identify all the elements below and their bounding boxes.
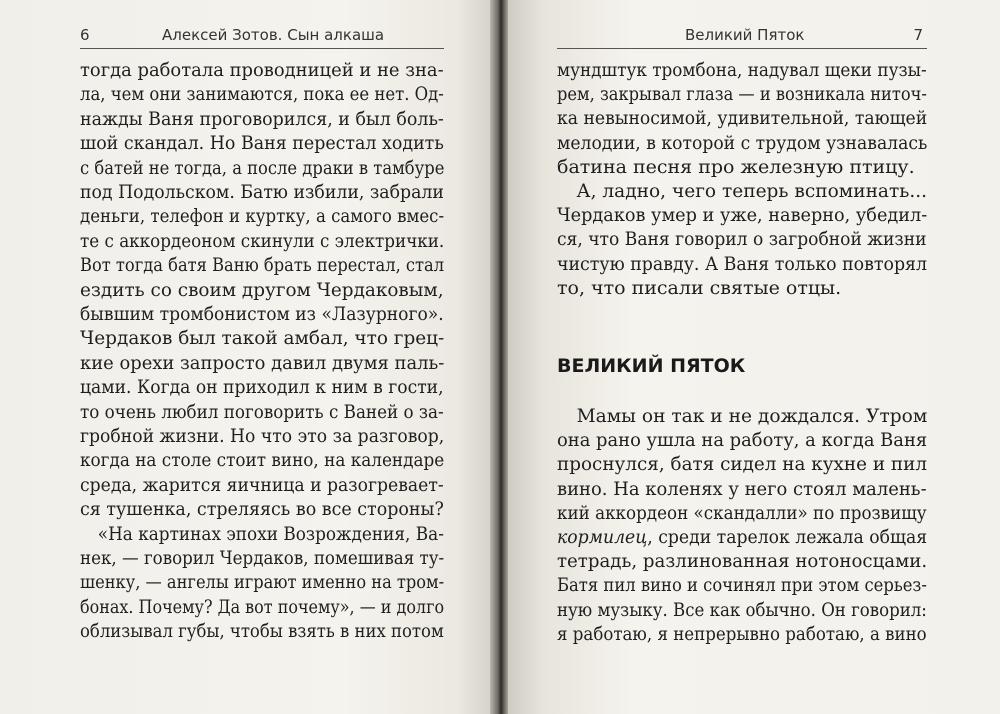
text-line: ся тушенка, стреляясь во все стороны? <box>80 498 444 521</box>
section-heading: ВЕЛИКИЙ ПЯТОК <box>557 355 746 377</box>
text-line: цами. Когда он приходил к ним в гости, <box>80 376 444 399</box>
left-page <box>0 0 492 714</box>
text-line: те с аккордеоном скинули с электрички. <box>80 229 445 252</box>
text-line: ся, что Ваня говорил о загробной жизни <box>557 228 927 251</box>
text-line: «На картинах эпохи Возрождения, Ва- <box>97 522 444 545</box>
right-running-head <box>557 22 927 49</box>
text-line: А, ладно, чего теперь вспоминать... <box>576 180 928 202</box>
text-line: тогда работала проводницей и не зна- <box>80 59 444 81</box>
text-line: когда на столе стоит вино, на календаре <box>80 449 445 472</box>
text-line: она рано ушла на работу, а когда Ваня <box>557 429 928 452</box>
text-line: нек, — говорил Чердаков, помешивая ту- <box>80 547 445 569</box>
text-line: Чердаков умер и уже, наверно, убедил- <box>557 204 928 227</box>
text-line: бывшим тромбонистом из «Лазурного». <box>80 303 444 325</box>
text-line: мундштук тромбона, надувал щеки пузы- <box>557 59 927 81</box>
text-line: шой скандал. Но Ваня перестал ходить <box>80 132 444 155</box>
book-spine <box>490 0 510 714</box>
text-line: ла, чем они занимаются, пока ее нет. Од- <box>80 83 444 106</box>
text-line: Мамы он так и не дождался. Утром <box>576 405 928 427</box>
text-line: шенку, — ангелы играют именно на тром- <box>80 571 445 594</box>
right-page <box>508 0 1000 714</box>
text-line: ездить со своим другом Чердаковым, <box>80 278 444 301</box>
text-line: бонах. Почему? Да вот почему», — и долго <box>80 595 445 618</box>
text-line: с батей не тогда, а после драки в тамбуре <box>80 156 445 179</box>
text-line: кий аккордеон «скандалли» по прозвищу <box>557 501 927 524</box>
left-running-title: Алексей Зотов. Сын алкаша <box>162 26 385 44</box>
text-line: кормилец, среди тарелок лежала общая <box>557 526 928 548</box>
text-line: ную музыку. Все как обычно. Он говорил: <box>557 598 927 621</box>
text-line: рем, закрывал глаза — и возникала ниточ- <box>557 83 927 106</box>
text-line: облизывал губы, чтобы взять в них потом <box>80 620 444 643</box>
left-page-number: 6 <box>80 26 90 44</box>
text-line: то, что писали святые отцы. <box>557 276 842 299</box>
right-page-number: 7 <box>913 26 923 44</box>
text-line: кие орехи запросто давил двумя паль- <box>80 351 445 374</box>
right-running-title: Великий Пяток <box>685 26 805 44</box>
text-line: ка невыносимой, удивительной, тающей <box>557 107 928 130</box>
text-line: мелодии, в которой с трудом узнавалась <box>557 131 928 154</box>
text-line: Батя пил вино и сочинял при этом серьез- <box>557 574 927 597</box>
text-line: чистую правду. А Ваня только повторял <box>557 252 928 275</box>
text-line: Чердаков был такой амбал, что грец- <box>80 327 445 350</box>
text-line: среда, жарится яичница и разогревает- <box>80 473 444 496</box>
text-line: то очень любил поговорить с Ваней о за- <box>80 400 444 423</box>
text-line: гробной жизни. Но что это за разговор, <box>80 425 445 447</box>
text-line: я работаю, я непрерывно работаю, а вино <box>557 622 927 645</box>
text-line: Вот тогда батя Ваню брать перестал, стал <box>80 254 445 277</box>
text-line: тетрадь, разлинованная нотоносцами. <box>557 550 928 573</box>
text-line: батина песня про железную птицу. <box>557 155 915 178</box>
text-line: деньги, телефон и куртку, а самого вмес- <box>80 205 445 228</box>
left-running-head <box>80 22 444 49</box>
text-line: нажды Ваня проговорился, и был боль- <box>80 107 444 130</box>
text-line: вино. На коленях у него стоял малень- <box>557 477 927 500</box>
text-line: проснулся, батя сидел на кухне и пил <box>557 453 928 476</box>
text-line: под Подольском. Батю избили, забрали <box>80 181 444 203</box>
